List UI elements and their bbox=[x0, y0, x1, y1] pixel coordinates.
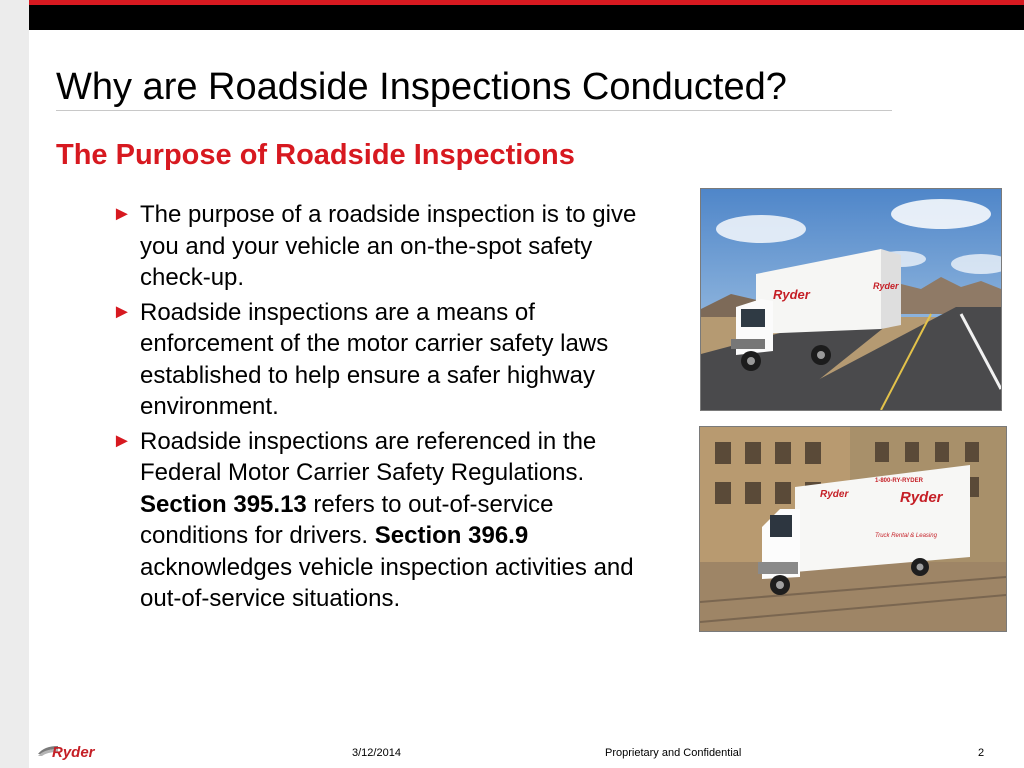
bullet-list bbox=[112, 199, 648, 618]
slide-title: Why are Roadside Inspections Conducted? bbox=[56, 66, 787, 108]
ryder-logo bbox=[36, 740, 110, 762]
left-band bbox=[0, 0, 29, 768]
truck-city-photo bbox=[699, 426, 1007, 632]
top-bar-accent bbox=[29, 0, 1024, 5]
bullet-text-part: Roadside inspections are referenced in the Federal Motor Carrier Safety Regulations. bbox=[140, 427, 597, 486]
bullet-arrow-icon: ► bbox=[112, 300, 132, 323]
svg-text:Ryder: Ryder bbox=[900, 489, 943, 506]
bullet-arrow-icon: ► bbox=[112, 429, 132, 452]
bullet-item bbox=[112, 297, 648, 423]
bullet-text: Roadside inspections are a means of enforcement of the motor carrier safety laws established to help ensure a safer highway environment. bbox=[140, 298, 609, 420]
footer-date: 3/12/2014 bbox=[352, 747, 401, 759]
section-reference: Section 395.13 bbox=[140, 490, 307, 518]
page-number: 2 bbox=[978, 747, 985, 759]
section-reference: Section 396.9 bbox=[374, 522, 529, 549]
truck-highway-photo bbox=[700, 188, 1002, 411]
svg-text:Ryder: Ryder bbox=[773, 287, 810, 302]
svg-text:1-800-RY-RYDER: 1-800-RY-RYDER bbox=[875, 478, 923, 484]
logo-text: Ryder bbox=[52, 744, 95, 761]
slide-subtitle: The Purpose of Roadside Inspections bbox=[56, 139, 575, 171]
bullet-text: The purpose of a roadside inspection is to give you and your vehicle an on-the-spot safety check-up. bbox=[140, 201, 637, 291]
title-divider bbox=[56, 110, 892, 111]
bullet-text-part: acknowledges vehicle inspection activities and out-of-service situations. bbox=[140, 553, 634, 612]
bullet-text-part: refers to out-of-service conditions for drivers. bbox=[140, 490, 554, 549]
bullet-item bbox=[112, 199, 648, 294]
svg-text:Ryder: Ryder bbox=[873, 281, 899, 291]
bullet-item bbox=[112, 426, 648, 615]
footer-confidential: Proprietary and Confidential bbox=[605, 747, 742, 759]
svg-text:Ryder: Ryder bbox=[820, 489, 849, 500]
bullet-arrow-icon: ► bbox=[112, 203, 132, 225]
svg-text:Truck Rental & Leasing: Truck Rental & Leasing bbox=[875, 533, 937, 539]
